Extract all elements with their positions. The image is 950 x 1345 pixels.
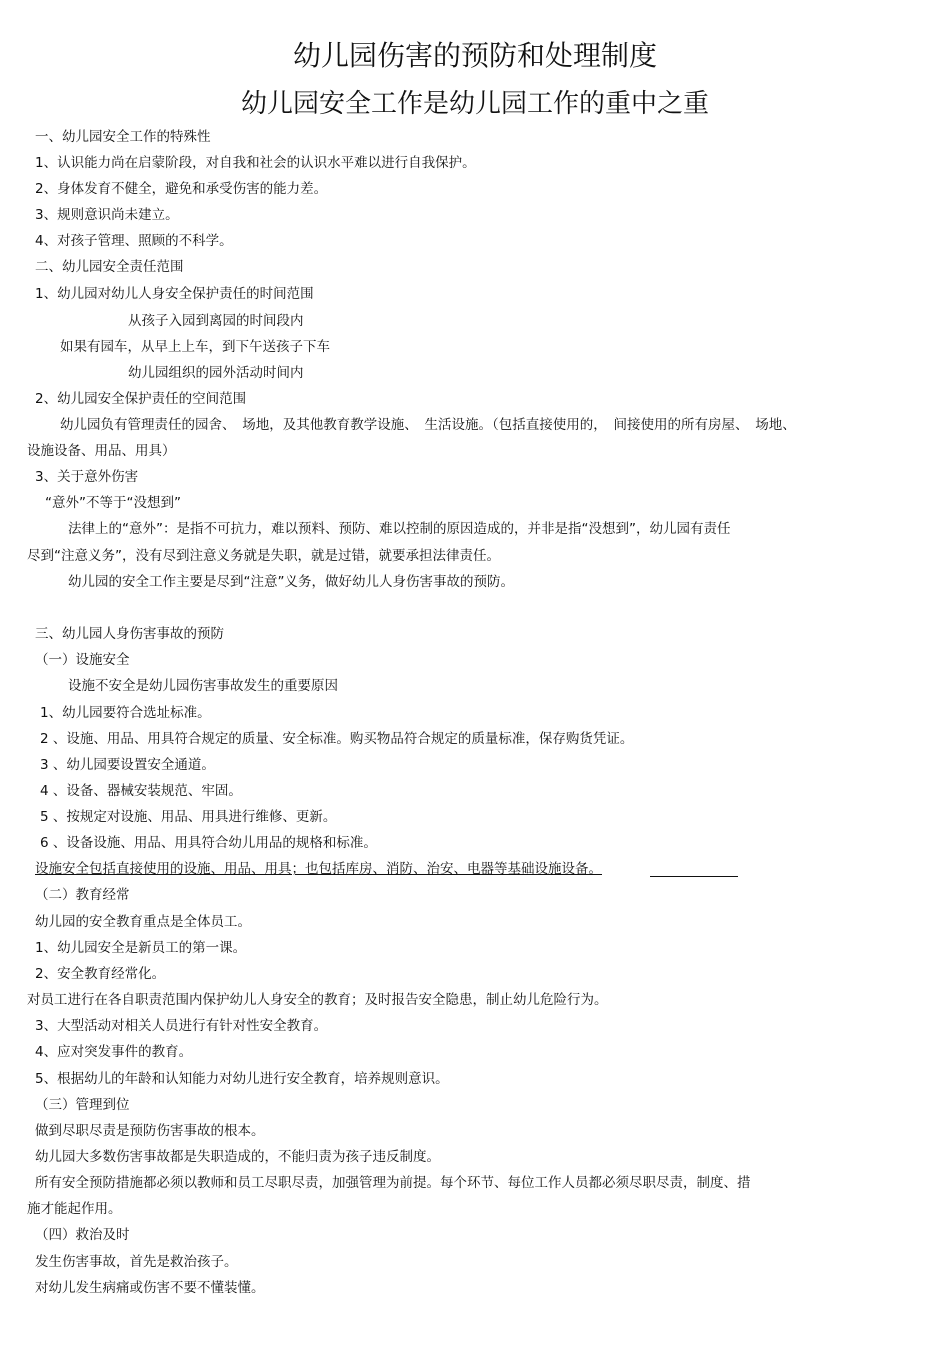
list-item: 3、规则意识尚未建立。 xyxy=(35,207,179,223)
list-item: 5、根据幼儿的年龄和认知能力对幼儿进行安全教育，培养规则意识。 xyxy=(35,1071,449,1087)
paragraph-line: 幼儿园的安全教育重点是全体员工。 xyxy=(35,914,251,930)
subsection-heading: （一）设施安全 xyxy=(35,652,130,668)
paragraph-line: 设施设备、用品、用具） xyxy=(27,443,176,459)
section-heading: 一、幼儿园安全工作的特殊性 xyxy=(35,129,211,145)
paragraph-line: “意外”不等于“没想到” xyxy=(45,495,181,511)
subsection-heading: （三）管理到位 xyxy=(35,1097,130,1113)
paragraph-line: 对员工进行在各自职责范围内保护幼儿人身安全的教育；及时报告安全隐患，制止幼儿危险行为。 xyxy=(27,992,608,1008)
list-item: 3、大型活动对相关人员进行有针对性安全教育。 xyxy=(35,1018,328,1034)
list-item: 1、幼儿园安全是新员工的第一课。 xyxy=(35,940,247,956)
paragraph-line: 发生伤害事故，首先是救治孩子。 xyxy=(35,1254,238,1270)
paragraph-line: 尽到“注意义务”，没有尽到注意义务就是失职，就是过错，就要承担法律责任。 xyxy=(27,548,500,564)
paragraph-line: 所有安全预防措施都必须以教师和员工尽职尽责，加强管理为前提。每个环节、每位工作人员都必须尽职尽责，制度、措 xyxy=(35,1175,751,1191)
paragraph-line: 如果有园车，从早上上车，到下午送孩子下车 xyxy=(60,339,330,355)
list-item: 2、幼儿园安全保护责任的空间范围 xyxy=(35,391,247,407)
list-item: 1、幼儿园要符合选址标准。 xyxy=(40,705,211,721)
subsection-heading: （四）救治及时 xyxy=(35,1227,130,1243)
paragraph-line: 从孩子入园到离园的时间段内 xyxy=(128,313,304,329)
list-item: 3、关于意外伤害 xyxy=(35,469,139,485)
section-heading: 二、幼儿园安全责任范围 xyxy=(35,259,184,275)
section-heading: 三、幼儿园人身伤害事故的预防 xyxy=(35,626,224,642)
list-item: 2、身体发育不健全，避免和承受伤害的能力差。 xyxy=(35,181,328,197)
document-subtitle: 幼儿园安全工作是幼儿园工作的重中之重 xyxy=(240,89,709,119)
paragraph-line: 施才能起作用。 xyxy=(27,1201,122,1217)
list-item: 1、幼儿园对幼儿人身安全保护责任的时间范围 xyxy=(35,286,314,302)
list-item: 1、认识能力尚在启蒙阶段，对自我和社会的认识水平难以进行自我保护。 xyxy=(35,155,476,171)
paragraph-line: 幼儿园组织的园外活动时间内 xyxy=(128,365,304,381)
paragraph-line: 幼儿园的安全工作主要是尽到“注意”义务，做好幼儿人身伤害事故的预防。 xyxy=(68,574,514,590)
subsection-heading: （二）教育经常 xyxy=(35,887,130,903)
list-item: 3 、幼儿园要设置安全通道。 xyxy=(40,757,215,773)
list-item: 5 、按规定对设施、用品、用具进行维修、更新。 xyxy=(40,809,337,825)
paragraph-line: 设施不安全是幼儿园伤害事故发生的重要原因 xyxy=(68,678,338,694)
list-item: 2、安全教育经常化。 xyxy=(35,966,166,982)
paragraph-line: 法律上的“意外”：是指不可抗力，难以预料、预防、难以控制的原因造成的，并非是指“没想到”，幼儿园有责任 xyxy=(68,521,731,537)
list-item: 6 、设备设施、用品、用具符合幼儿用品的规格和标准。 xyxy=(40,835,377,851)
paragraph-line: 对幼儿发生病痛或伤害不要不懂装懂。 xyxy=(35,1280,265,1296)
underline-extension xyxy=(650,876,738,877)
document-title: 幼儿园伤害的预防和处理制度 xyxy=(292,39,657,72)
list-item: 4 、设备、器械安装规范、牢固。 xyxy=(40,783,242,799)
list-item: 2 、设施、用品、用具符合规定的质量、安全标准。购买物品符合规定的质量标准，保存购货凭证。 xyxy=(40,731,634,747)
list-item: 4、对孩子管理、照顾的不科学。 xyxy=(35,233,233,249)
list-item: 4、应对突发事件的教育。 xyxy=(35,1044,193,1060)
paragraph-line: 做到尽职尽责是预防伤害事故的根本。 xyxy=(35,1123,265,1139)
paragraph-line: 幼儿园负有管理责任的园舍、 场地，及其他教育教学设施、 生活设施。（包括直接使用的， 间接使用的所有房屋、 场地、 xyxy=(60,417,796,433)
underlined-note: 设施安全包括直接使用的设施、用品、用具；也包括库房、消防、治安、电器等基础设施设备。 xyxy=(35,861,602,877)
paragraph-line: 幼儿园大多数伤害事故都是失职造成的，不能归责为孩子违反制度。 xyxy=(35,1149,440,1165)
